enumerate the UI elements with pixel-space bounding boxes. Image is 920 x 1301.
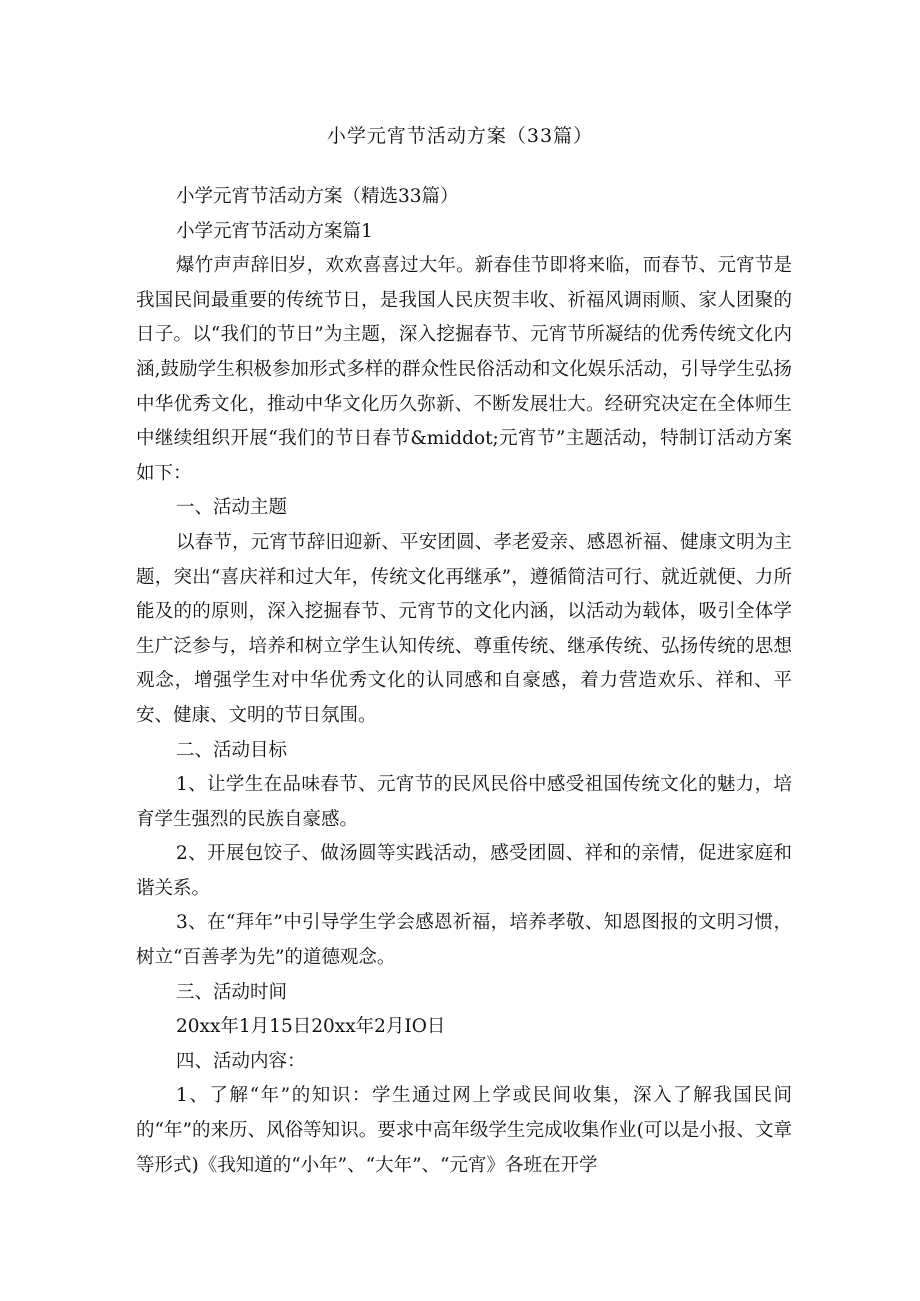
body-paragraph: 以春节，元宵节辞旧迎新、平安团圆、孝老爱亲、感恩祈福、健康文明为主题，突出“喜庆祥和过大年，传统文化再继承”，遵循简洁可行、就近就便、力所能及的的原则，深入挖掘春节、元宵节的文化内涵，以活动为载体，吸引全体学生广泛参与，培养和树立学生认知传统、尊重传统、继承传统、弘扬传统的思想观念，增强学生对中华优秀文化的认同感和自豪感，着力营造欢乐、祥和、平安、健康、文明的节日氛围。 <box>136 531 792 726</box>
document-title: 小学元宵节活动方案（33篇） <box>326 125 594 147</box>
section-heading: 三、活动时间 <box>176 981 288 1003</box>
body-paragraph: 20xx年1月15日20xx年2月IO日 <box>176 1016 446 1038</box>
body-paragraph: 1、让学生在品味春节、元宵节的民风民俗中感受祖国传统文化的魅力，培育学生强烈的民族自豪感。 <box>136 774 792 830</box>
body-paragraph: 3、在“拜年”中引导学生学会感恩祈福，培养孝敬、知恩图报的文明习惯，树立“百善孝为先”的道德观念。 <box>136 912 792 969</box>
section-heading: 四、活动内容： <box>176 1050 306 1072</box>
body-paragraph: 1、了解“年”的知识：学生通过网上学或民间收集，深入了解我国民间的“年”的来历、风俗等知识。要求中高年级学生完成收集作业(可以是小报、文章等形式)《我知道的“小年”、“大年”、“元宵》各班在开学 <box>136 1085 792 1176</box>
subtitle-paragraph: 小学元宵节活动方案（精选33篇） <box>176 186 459 207</box>
body-paragraph: 2、开展包饺子、做汤圆等实践活动，感受团圆、祥和的亲情，促进家庭和谐关系。 <box>136 843 792 899</box>
document-body <box>136 180 792 1183</box>
section-heading: 小学元宵节活动方案篇1 <box>176 220 373 242</box>
section-heading: 一、活动主题 <box>176 497 288 519</box>
section-heading: 二、活动目标 <box>176 739 288 761</box>
body-paragraph: 爆竹声声辞旧岁，欢欢喜喜过大年。新春佳节即将来临，而春节、元宵节是我国民间最重要的传统节日，是我国人民庆贺丰收、祈福风调雨顺、家人团聚的日子。以“我们的节日”为主题，深入挖掘春节、元宵节所凝结的优秀传统文化内涵,鼓励学生积极参加形式多样的群众性民俗活动和文化娱乐活动，引导学生弘扬中华优秀文化，推动中华文化历久弥新、不断发展壮大。经研究决定在全体师生中继续组织开展“我们的节日春节&middot;元宵节”主题活动，特制订活动方案如下： <box>136 255 792 484</box>
